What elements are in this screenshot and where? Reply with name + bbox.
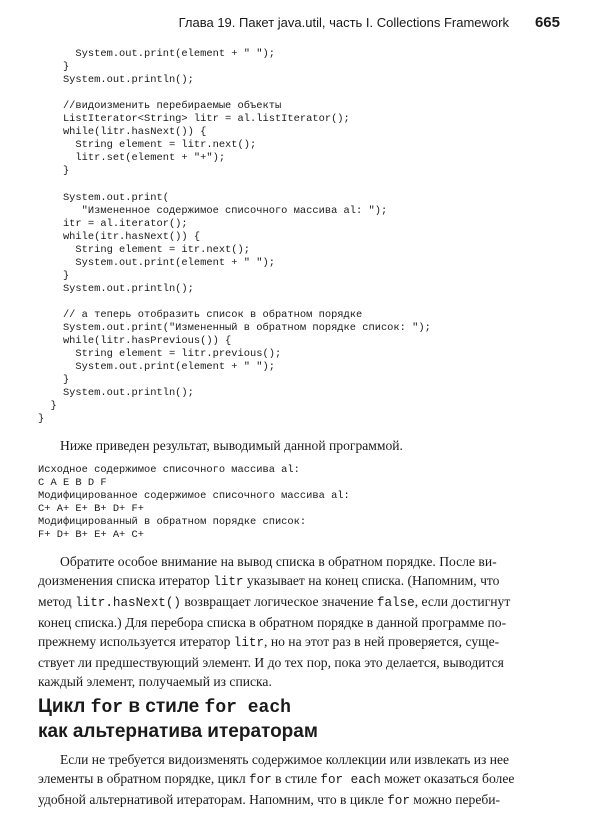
output-line: C A E B D F — [38, 477, 107, 490]
text-run: метод — [38, 594, 76, 609]
code-line: System.out.println(); — [38, 282, 194, 295]
code-line: itr = al.iterator(); — [38, 217, 188, 230]
program-output — [38, 464, 350, 542]
code-line: System.out.print(element + " "); — [38, 361, 275, 374]
code-line: ListIterator<String> litr = al.listIterator(); — [38, 113, 350, 126]
output-line: F+ D+ B+ E+ A+ C+ — [38, 529, 145, 542]
heading-line: как альтернатива итераторам — [38, 721, 318, 742]
running-header — [170, 14, 560, 34]
code-line: System.out.print(element + " "); — [38, 256, 275, 269]
code-line: } — [38, 413, 45, 426]
code-line: } — [38, 165, 70, 178]
code-line: System.out.print("Измененный в обратном порядке список: "); — [38, 321, 431, 334]
code-line: System.out.print( — [38, 191, 169, 204]
inline-code: false — [376, 596, 415, 610]
heading-line — [38, 695, 560, 720]
paragraph-line: конец списка.) Для перебора списка в обратном порядке в данной программе по- — [38, 615, 507, 630]
output-line: Модифицированный в обратном порядке список: — [38, 516, 307, 529]
paragraph-line — [38, 592, 560, 613]
text-run: указывает на конец списка. (Напомним, что — [243, 573, 500, 588]
inline-code: for — [387, 794, 410, 808]
paragraph-line — [38, 769, 560, 790]
paragraph-line: Обратите особое внимание на вывод списка в обратном порядке. После ви- — [60, 554, 497, 569]
inline-code: for — [249, 773, 272, 787]
code-listing — [38, 48, 431, 426]
code-line: String element = litr.next(); — [38, 139, 257, 152]
paragraph-line: Если не требуется видоизменять содержимое коллекции или извлекать из нее — [60, 752, 510, 767]
text-run: элементы в обратном порядке, цикл — [38, 771, 250, 786]
code-line: System.out.println(); — [38, 74, 194, 87]
code-line: litr.set(element + "+"); — [38, 152, 226, 165]
output-line: Модифицированное содержимое списочного массива al: — [38, 490, 350, 503]
paragraph-line: каждый элемент, получаемый из списка. — [38, 674, 272, 689]
code-line: } — [38, 269, 70, 282]
output-line: C+ A+ E+ B+ D+ F+ — [38, 503, 145, 516]
page-number: 665 — [534, 14, 560, 31]
code-line: // а теперь отобразить список в обратном порядке — [38, 308, 363, 321]
inline-code: litr — [213, 575, 244, 589]
inline-code: litr — [233, 636, 265, 650]
code-line: } — [38, 400, 57, 413]
code-line: System.out.print(element + " "); — [38, 48, 275, 60]
code-line: System.out.println(); — [38, 387, 194, 400]
code-line: //видоизменить перебираемые объекты — [38, 100, 282, 113]
code-line: String element = itr.next(); — [38, 243, 251, 256]
code-line: while(itr.hasNext()) { — [38, 230, 201, 243]
text-run: прежнему используется итератор — [38, 634, 234, 649]
inline-code: for — [90, 698, 124, 718]
section-paragraph — [38, 750, 560, 811]
text-run: , если достигнут — [414, 594, 511, 609]
code-line: "Измененное содержимое списочного массива al: "); — [38, 204, 388, 217]
code-line: while(litr.hasPrevious()) { — [38, 335, 232, 348]
code-line: } — [38, 61, 70, 74]
text-run: удобной альтернативой итераторам. Напомним, что в цикле — [38, 792, 388, 807]
output-line: Исходное содержимое списочного массива al: — [38, 464, 300, 476]
inline-code: litr.hasNext() — [75, 596, 181, 610]
chapter-title: Глава 19. Пакет java.util, часть I. Collections Framework — [178, 15, 509, 30]
inline-code: for each — [204, 698, 291, 718]
output-intro: Ниже приведен результат, выводимый данной программой. — [60, 438, 403, 453]
text-run: возвращает логическое значение — [180, 594, 377, 609]
paragraph-line — [38, 571, 560, 592]
text-run: доизменения списка итератор — [38, 573, 214, 588]
text-run: можно переби- — [409, 792, 501, 807]
text-run: может оказаться более — [380, 771, 515, 786]
explanation-paragraph — [38, 552, 560, 691]
code-line: while(litr.hasNext()) { — [38, 126, 207, 139]
section-heading — [38, 695, 560, 743]
text-run: Цикл — [38, 696, 91, 717]
inline-code: for each — [320, 773, 381, 787]
paragraph-line — [38, 790, 560, 811]
code-line: } — [38, 374, 70, 387]
code-line: String element = litr.previous(); — [38, 348, 282, 361]
paragraph-line: ствует ли предшествующий элемент. И до тех пор, пока это делается, выводится — [38, 655, 504, 670]
text-run: в стиле — [271, 771, 321, 786]
text-run: , но на этот раз в ней проверяется, суще- — [264, 634, 500, 649]
text-run: в стиле — [123, 696, 205, 717]
paragraph-line — [38, 632, 560, 653]
